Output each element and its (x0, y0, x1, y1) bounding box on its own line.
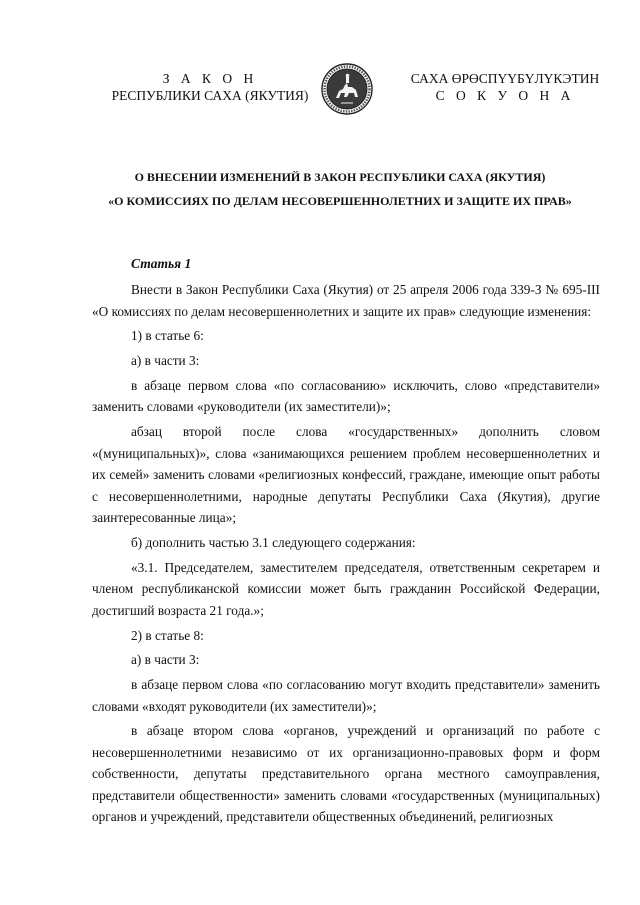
header-left-line1: З А К О Н (162, 71, 258, 86)
header-right (405, 70, 605, 104)
article-body (92, 279, 600, 831)
paragraph: а) в части 3: (131, 652, 200, 668)
paragraph: в абзаце первом слова «по согласованию» исключить, слово «представители» заменить словами «руководители (их заместители)»; (92, 377, 600, 415)
paragraph: Внести в Закон Республики Саха (Якутия) от 25 апреля 2006 года 339-З № 695-III «О комиссиях по делам несовершеннолетних и защите их прав» следующие изменения: (92, 282, 600, 319)
law-title-line1: О ВНЕСЕНИИ ИЗМЕНЕНИЙ В ЗАКОН РЕСПУБЛИКИ САХА (ЯКУТИЯ) (134, 170, 546, 184)
header-right-line1: САХА ӨРӨСПҮҮБҮЛҮКЭТИН (410, 71, 600, 86)
paragraph: в абзаце первом слова «по согласованию могут входить представители» заменить словами «входят руководители (их заместители)»; (92, 677, 600, 714)
coat-of-arms-emblem (321, 63, 373, 115)
paragraph: 1) в статье 6: (131, 328, 204, 344)
law-title-line2: «О КОМИССИЯХ ПО ДЕЛАМ НЕСОВЕРШЕННОЛЕТНИХ И ЗАЩИТЕ ИХ ПРАВ» (108, 194, 572, 208)
paragraph: 2) в статье 8: (131, 627, 204, 643)
paragraph: а) в части 3: (131, 353, 200, 369)
paragraph: в абзаце втором слова «органов, учреждений и организаций по работе с несовершеннолетними независимо от их организационно-правовых форм и форм собственности, депутаты представительного органа местного самоуправления, представители общественности» заменить словами «государственных (муниципальных) органов и учреждений, представители общественных объединений, религиозных (92, 723, 600, 825)
paragraph: б) дополнить частью 3.1 следующего содержания: (131, 534, 416, 550)
paragraph: «3.1. Председателем, заместителем председателя, ответственным секретарем и членом республиканской комиссии может быть гражданин Российской Федерации, достигший возраста 21 года.»; (92, 559, 600, 618)
article-heading: Статья 1 (131, 256, 192, 271)
header-left-line2: РЕСПУБЛИКИ САХА (ЯКУТИЯ) (111, 88, 309, 103)
paragraph: абзац второй после слова «государственных» дополнить словом «(муниципальных)», слова «занимающихся решением проблем несовершеннолетних и их семей» заменить словами «религиозных конфессий, граждане, имеющие опыт работы с несовершеннолетними, народные депутаты Республики Саха (Якутия), другие заинтересованные лица»; (92, 424, 600, 526)
header-left (100, 70, 320, 104)
header-right-line2: С О К У О Н А (435, 88, 575, 103)
